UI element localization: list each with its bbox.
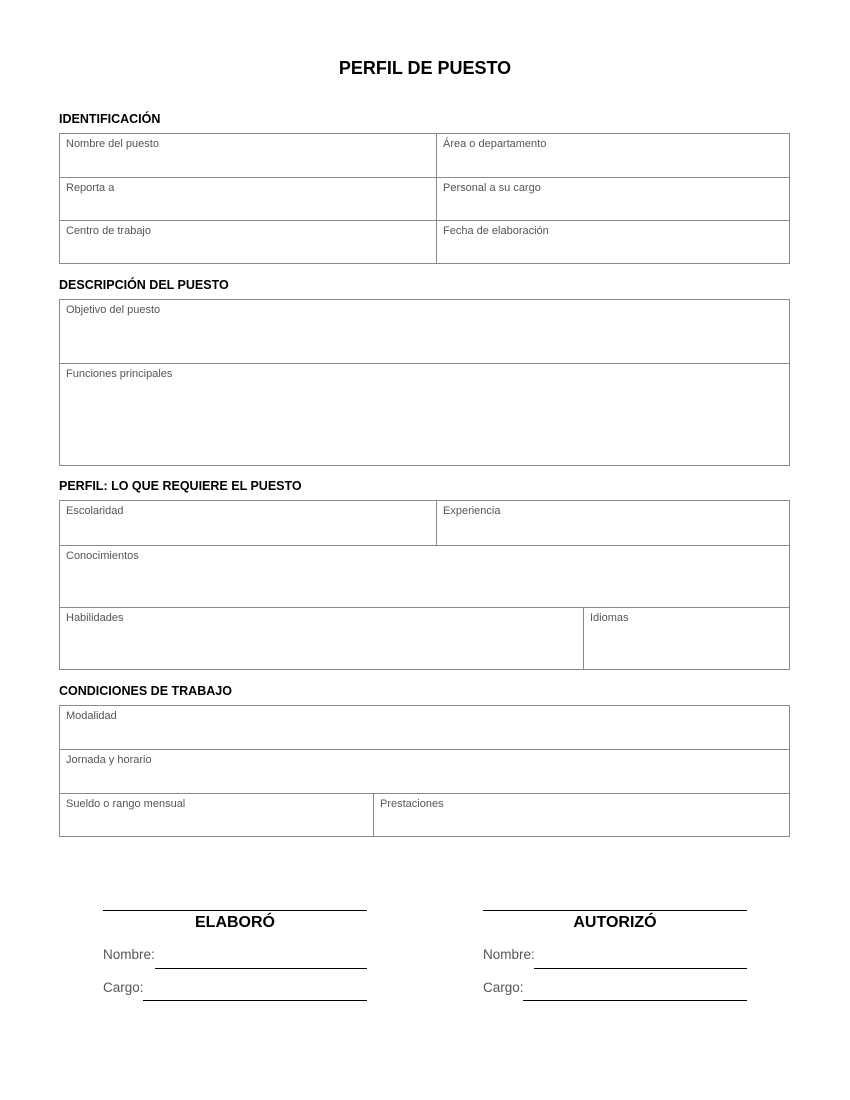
field-modalidad[interactable]: Modalidad	[66, 710, 117, 722]
section-heading-perfil: PERFIL: LO QUE REQUIERE EL PUESTO	[59, 479, 302, 493]
autorizo-name-field[interactable]	[534, 968, 747, 969]
field-idiomas[interactable]: Idiomas	[583, 608, 789, 669]
section-heading-condiciones: CONDICIONES DE TRABAJO	[59, 684, 232, 698]
field-habilidades[interactable]: Habilidades	[66, 612, 124, 624]
elaboro-position-field[interactable]	[143, 1000, 367, 1001]
table-row	[60, 607, 789, 669]
field-centro-de-trabajo[interactable]: Centro de trabajo	[66, 225, 151, 237]
field-personal-a-su-cargo[interactable]: Personal a su cargo	[436, 178, 789, 220]
table-row	[60, 363, 789, 465]
field-nombre-del-puesto[interactable]: Nombre del puesto	[66, 138, 159, 150]
field-escolaridad[interactable]: Escolaridad	[66, 505, 124, 517]
condiciones-table	[59, 705, 790, 837]
field-sueldo-rango-mensual[interactable]: Sueldo o rango mensual	[66, 798, 186, 810]
table-row	[60, 793, 789, 836]
field-reporta-a[interactable]: Reporta a	[66, 182, 115, 194]
table-row	[60, 220, 789, 263]
autorizo-position-label: Cargo:	[483, 980, 524, 995]
elaboro-position-label: Cargo:	[103, 980, 144, 995]
field-fecha-de-elaboracion[interactable]: Fecha de elaboración	[436, 221, 789, 263]
field-objetivo-del-puesto[interactable]: Objetivo del puesto	[66, 304, 161, 316]
section-heading-descripcion: DESCRIPCIÓN DEL PUESTO	[59, 278, 229, 292]
field-experiencia[interactable]: Experiencia	[436, 501, 789, 545]
field-jornada-y-horario[interactable]: Jornada y horario	[66, 754, 152, 766]
field-conocimientos[interactable]: Conocimientos	[66, 550, 139, 562]
table-row	[60, 545, 789, 607]
descripcion-table	[59, 299, 790, 466]
table-row	[60, 300, 789, 363]
autorizo-name-label: Nombre:	[483, 947, 535, 962]
field-prestaciones[interactable]: Prestaciones	[373, 794, 789, 836]
field-funciones-principales[interactable]: Funciones principales	[66, 368, 173, 380]
table-row	[60, 706, 789, 749]
elaboro-name-label: Nombre:	[103, 947, 155, 962]
autorizo-position-field[interactable]	[523, 1000, 747, 1001]
page-title: PERFIL DE PUESTO	[338, 58, 512, 78]
signature-line-autorizo	[483, 910, 747, 911]
signature-title-autorizo: AUTORIZÓ	[573, 914, 657, 931]
signature-title-elaboro: ELABORÓ	[195, 914, 275, 931]
table-row	[60, 134, 789, 177]
table-row	[60, 177, 789, 220]
field-area-departamento[interactable]: Área o departamento	[436, 134, 789, 177]
signature-line-elaboro	[103, 910, 367, 911]
table-row	[60, 501, 789, 545]
perfil-table	[59, 500, 790, 670]
identificacion-table	[59, 133, 790, 264]
section-heading-identificacion: IDENTIFICACIÓN	[59, 112, 161, 126]
elaboro-name-field[interactable]	[155, 968, 367, 969]
table-row	[60, 749, 789, 793]
